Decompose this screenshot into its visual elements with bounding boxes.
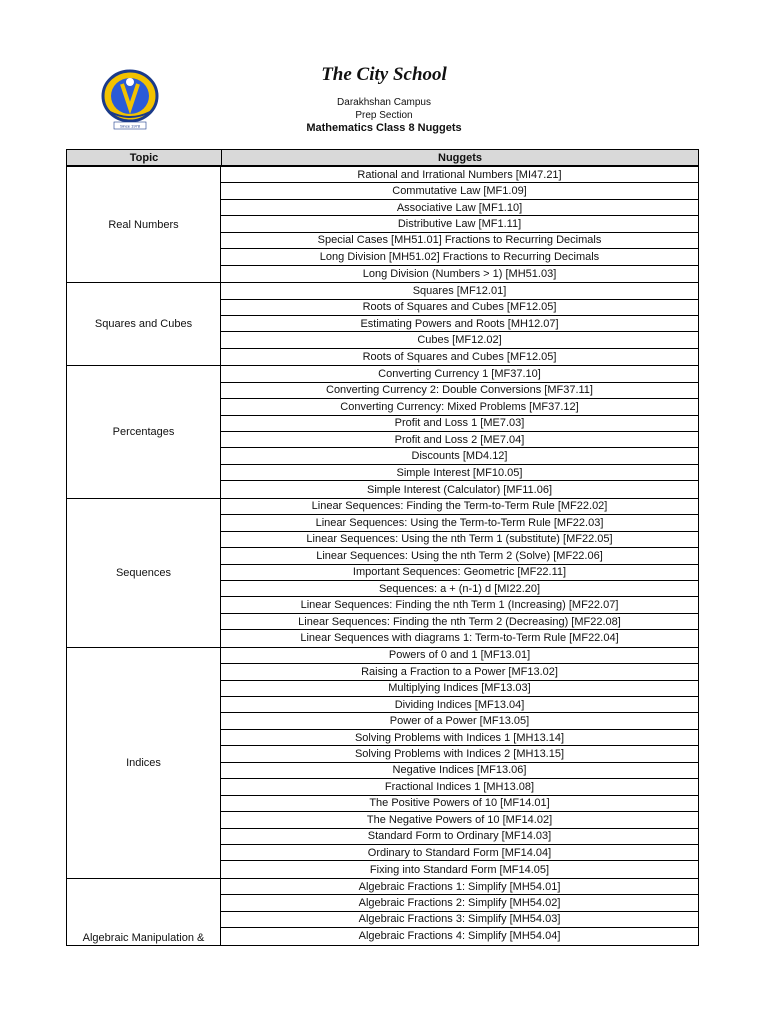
nugget-row: Linear Sequences with diagrams 1: Term-to-Term Rule [MF22.04] [300,632,619,645]
nugget-row: Distributive Law [MF1.11] [221,216,698,232]
nugget-row: The Negative Powers of 10 [MF14.02] [221,812,698,828]
nugget-row: Converting Currency 2: Double Conversions [MF37.11] [221,383,698,399]
nugget-row: Sequences: a + (n-1) d [MI22.20] [221,581,698,597]
nugget-row: Simple Interest (Calculator) [MF11.06] [366,483,553,496]
nuggets-cell-list [221,283,698,365]
nugget-row: Linear Sequences: Finding the Term-to-Term Rule [MF22.02] [221,499,698,515]
section-name: Prep Section [355,110,413,121]
nugget-row: Algebraic Fractions 1: Simplify [MH54.01] [221,879,698,895]
nugget-row: Solving Problems with Indices 2 [MH13.15] [221,746,698,762]
nugget-row: Profit and Loss 1 [ME7.03] [221,416,698,432]
nugget-row: Linear Sequences: Using the Term-to-Term Rule [MF22.03] [221,515,698,531]
nugget-row: Converting Currency: Mixed Problems [MF37.12] [221,399,698,415]
topic-group [66,879,699,946]
nuggets-cell-list [221,879,698,945]
nugget-row: Profit and Loss 2 [ME7.04] [221,432,698,448]
nugget-row: Algebraic Fractions 4: Simplify [MH54.04] [358,930,561,943]
campus-name: Darakhshan Campus [337,97,431,108]
topic-cell: Algebraic Manipulation & [67,879,221,945]
nugget-row: Negative Indices [MF13.06] [221,763,698,779]
nuggets-cell-list [221,366,698,498]
nugget-row: The Positive Powers of 10 [MF14.01] [221,796,698,812]
nugget-row: Simple Interest [MF10.05] [221,465,698,481]
nugget-row: Associative Law [MF1.10] [221,200,698,216]
nugget-row: Dividing Indices [MF13.04] [221,697,698,713]
column-header-topic: Topic [67,150,222,165]
nugget-row: Cubes [MF12.02] [221,332,698,348]
topic-group [66,648,699,879]
topic-cell: Sequences [67,499,221,647]
school-name: The City School [321,64,447,85]
nugget-row: Power of a Power [MF13.05] [221,713,698,729]
topic-cell: Indices [67,648,221,878]
topic-group [66,167,699,283]
nugget-row: Discounts [MD4.12] [221,448,698,464]
nugget-row: Special Cases [MH51.01] Fractions to Recurring Decimals [221,233,698,249]
nugget-row: Commutative Law [MF1.09] [221,183,698,199]
nugget-row: Standard Form to Ordinary [MF14.03] [221,829,698,845]
nugget-row: Ordinary to Standard Form [MF14.04] [221,845,698,861]
topic-group [66,499,699,648]
nugget-row: Algebraic Fractions 2: Simplify [MH54.02] [221,895,698,911]
nugget-row: Important Sequences: Geometric [MF22.11] [221,565,698,581]
nugget-row: Roots of Squares and Cubes [MF12.05] [362,351,557,364]
nuggets-cell-list [221,648,698,878]
nugget-row: Fractional Indices 1 [MH13.08] [221,779,698,795]
table-header-row [66,149,699,167]
column-header-nuggets: Nuggets [438,151,482,164]
nuggets-table [66,149,699,946]
nugget-row: Linear Sequences: Using the nth Term 2 (Solve) [MF22.06] [221,548,698,564]
topic-cell: Real Numbers [67,167,221,282]
table-body [66,167,699,946]
nugget-row: Raising a Fraction to a Power [MF13.02] [221,664,698,680]
nugget-row: Roots of Squares and Cubes [MF12.05] [221,300,698,316]
nugget-row: Linear Sequences: Finding the nth Term 1 (Increasing) [MF22.07] [221,597,698,613]
topic-group [66,283,699,366]
nuggets-cell-list [221,499,698,647]
nugget-row: Algebraic Fractions 3: Simplify [MH54.03] [221,912,698,928]
document-subtitle: Mathematics Class 8 Nuggets [306,122,462,134]
topic-group [66,366,699,499]
document-header [0,0,768,148]
nugget-row: Fixing into Standard Form [MF14.05] [369,863,550,876]
nugget-row: Powers of 0 and 1 [MF13.01] [221,648,698,664]
nugget-row: Long Division (Numbers > 1) [MH51.03] [362,267,557,280]
nugget-row: Linear Sequences: Using the nth Term 1 (substitute) [MF22.05] [221,532,698,548]
nuggets-cell-list [221,167,698,282]
topic-cell: Squares and Cubes [67,283,221,365]
nugget-row: Converting Currency 1 [MF37.10] [221,366,698,382]
nugget-row: Solving Problems with Indices 1 [MH13.14] [221,730,698,746]
nugget-row: Rational and Irrational Numbers [MI47.21] [221,167,698,183]
svg-text:Since 1978: Since 1978 [119,123,141,129]
nugget-row: Multiplying Indices [MF13.03] [221,681,698,697]
nugget-row: Estimating Powers and Roots [MH12.07] [221,316,698,332]
nugget-row: Squares [MF12.01] [221,283,698,299]
topic-cell: Percentages [67,366,221,498]
nugget-row: Long Division [MH51.02] Fractions to Recurring Decimals [221,249,698,265]
nugget-row: Linear Sequences: Finding the nth Term 2 (Decreasing) [MF22.08] [221,614,698,630]
